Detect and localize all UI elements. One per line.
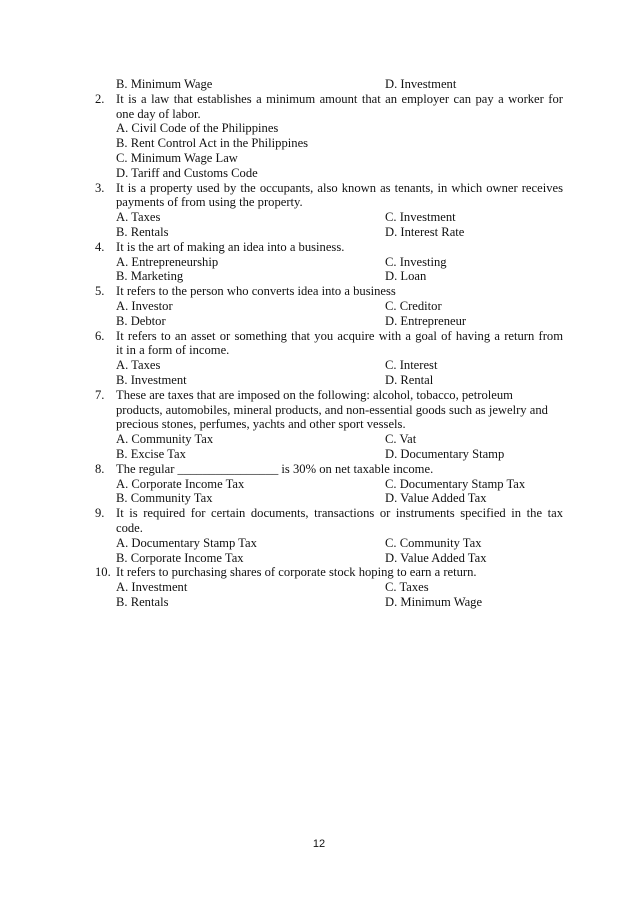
question-text-line: code. (116, 520, 143, 535)
option-d: D. Documentary Stamp (385, 446, 505, 461)
option-c: C. Community Tax (385, 535, 482, 550)
question-number: 9. (95, 506, 105, 521)
question-4 (95, 240, 563, 284)
option-d: D. Minimum Wage (385, 594, 483, 609)
question-text-line: It is required for certain documents, transactions or instruments specified in the tax (116, 506, 563, 521)
option-b: B. Community Tax (116, 491, 213, 506)
question-stem (95, 92, 563, 107)
option-row (95, 210, 563, 225)
option-row (95, 551, 563, 566)
question-3 (95, 181, 563, 240)
question-8 (95, 462, 563, 506)
option-row (95, 358, 563, 373)
option-d: D. Rental (385, 372, 434, 387)
option-b: B. Rent Control Act in the Philippines (116, 136, 309, 151)
question-list (95, 77, 563, 610)
option-a: A. Community Tax (116, 432, 214, 447)
question-number: 7. (95, 387, 105, 402)
question-text-line: it in a form of income. (116, 343, 230, 358)
question-number: 5. (95, 284, 105, 299)
question-text-line: one day of labor. (116, 106, 201, 121)
question-text-line: It refers to an asset or something that you acquire with a goal of having a return from (116, 328, 563, 343)
option-b: B. Rentals (116, 224, 169, 239)
option-row (95, 255, 563, 270)
question-2 (95, 92, 563, 181)
option-b: B. Marketing (116, 269, 184, 284)
option-c: C. Investing (385, 254, 447, 269)
option-c: C. Creditor (385, 298, 442, 313)
option-row (95, 77, 563, 92)
option-row (95, 447, 563, 462)
option-d: D. Entrepreneur (385, 313, 467, 328)
question-text-line: It is a law that establishes a minimum amount that an employer can pay a worker for (116, 91, 563, 106)
question-stem (95, 329, 563, 344)
option-row (95, 314, 563, 329)
option-c: C. Interest (385, 358, 438, 373)
option-c: C. Documentary Stamp Tax (385, 476, 526, 491)
option-a: A. Documentary Stamp Tax (116, 535, 257, 550)
question-number: 4. (95, 239, 105, 254)
option-b: B. Corporate Income Tax (116, 550, 244, 565)
question-text-line: It refers to purchasing shares of corporate stock hoping to earn a return. (116, 565, 477, 580)
option-b: B. Rentals (116, 594, 169, 609)
option-row (95, 373, 563, 388)
question-7 (95, 388, 563, 462)
option-d: D. Investment (385, 77, 457, 91)
question-stem (95, 240, 563, 255)
page-number: 12 (312, 838, 326, 850)
option-d: D. Value Added Tax (385, 550, 487, 565)
question-text-line: It is the art of making an idea into a business. (116, 239, 345, 254)
option-d: D. Interest Rate (385, 224, 465, 239)
option-row (95, 580, 563, 595)
option-b: B. Debtor (116, 313, 166, 328)
option-d: D. Tariff and Customs Code (116, 165, 258, 180)
question-text-line: payments of from using the property. (116, 195, 303, 210)
question-text-line: These are taxes that are imposed on the following: alcohol, tobacco, petroleum (116, 387, 513, 402)
question-stem (95, 506, 563, 521)
question-stem (95, 284, 563, 299)
question-stem (95, 565, 563, 580)
question-number: 3. (95, 180, 105, 195)
option-a: A. Corporate Income Tax (116, 476, 245, 491)
question-6 (95, 329, 563, 388)
option-row (95, 491, 563, 506)
option-row (95, 477, 563, 492)
option-row (95, 536, 563, 551)
option-b: B. Minimum Wage (116, 77, 213, 91)
question-text-line: It is a property used by the occupants, also known as tenants, in which owner receives (116, 180, 563, 195)
question-5 (95, 284, 563, 328)
question-text-line: The regular ________________ is 30% on net taxable income. (116, 461, 434, 476)
option-a: A. Civil Code of the Philippines (116, 121, 279, 136)
option-row (95, 269, 563, 284)
option-d: D. Loan (385, 269, 427, 284)
option-a: A. Investor (116, 298, 173, 313)
question-text-line: products, automobiles, mineral products, and non-essential goods such as jewelry and (116, 402, 548, 417)
question-stem (95, 462, 563, 477)
question-number: 8. (95, 461, 105, 476)
question-10 (95, 565, 563, 609)
question-text-line: It refers to the person who converts idea into a business (116, 284, 396, 299)
option-c: C. Vat (385, 432, 417, 447)
question-stem (95, 181, 563, 196)
option-row (95, 432, 563, 447)
option-a: A. Entrepreneurship (116, 254, 219, 269)
option-c: C. Investment (385, 210, 456, 225)
option-a: A. Taxes (116, 358, 161, 373)
option-a: A. Investment (116, 580, 188, 595)
option-c: C. Taxes (385, 580, 429, 595)
question-stem (95, 388, 563, 403)
question-9 (95, 506, 563, 565)
question-number: 2. (95, 91, 105, 106)
option-row (95, 595, 563, 610)
question-number: 10. (95, 565, 111, 580)
question-text-line: precious stones, perfumes, yachts and other sport vessels. (116, 417, 406, 432)
question-number: 6. (95, 328, 105, 343)
option-b: B. Investment (116, 372, 187, 387)
option-d: D. Value Added Tax (385, 491, 487, 506)
option-b: B. Excise Tax (116, 446, 186, 461)
option-a: A. Taxes (116, 210, 161, 225)
option-row (95, 299, 563, 314)
option-c: C. Minimum Wage Law (116, 150, 238, 165)
option-row (95, 225, 563, 240)
